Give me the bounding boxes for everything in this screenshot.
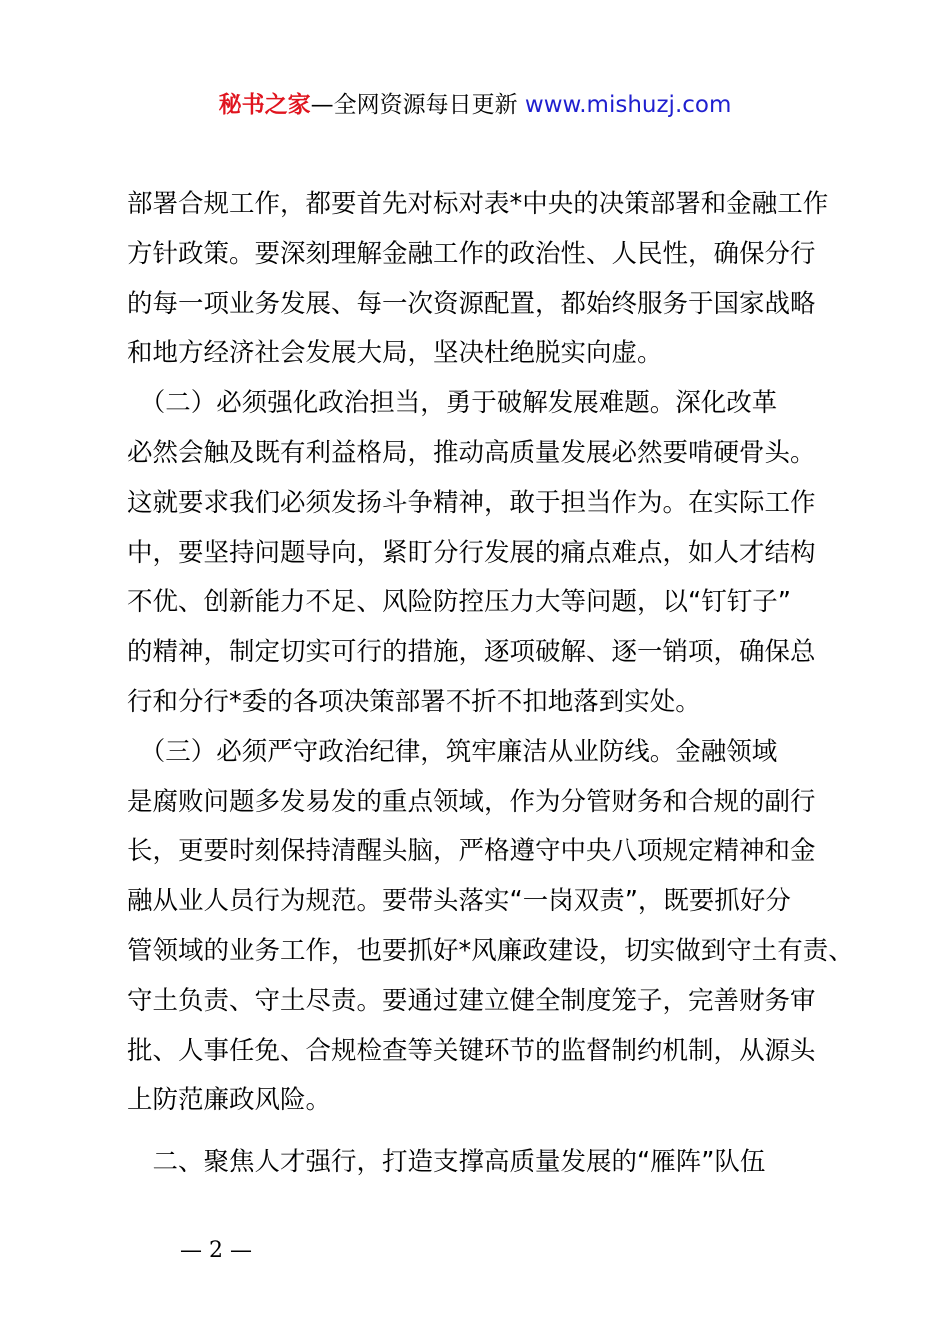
body-line: 中，要坚持问题导向，紧盯分行发展的痛点难点，如人才结构 <box>127 537 816 568</box>
body-line: 上防范廉政风险。 <box>127 1085 332 1116</box>
body-line: 部署合规工作，都要首先对标对表*中央的决策部署和金融工作 <box>127 189 829 219</box>
document-body <box>127 180 854 1188</box>
body-line: 守土负责、守土尽责。要通过建立健全制度笼子，完善财务审 <box>127 985 816 1016</box>
site-tagline: —全网资源每日更新 <box>310 92 518 118</box>
body-line: 行和分行*委的各项决策部署不折不扣地落到实处。 <box>127 686 701 717</box>
body-line: 不优、创新能力不足、风险防控压力大等问题，以“钉钉子” <box>127 587 791 618</box>
body-line: 管领域的业务工作，也要抓好*风廉政建设，切实做到守土有责、 <box>127 935 854 966</box>
body-line: （二）必须强化政治担当，勇于破解发展难题。深化改革 <box>127 388 778 419</box>
body-line: 必然会触及既有利益格局，推动高质量发展必然要啃硬骨头。 <box>127 437 816 468</box>
body-line: 方针政策。要深刻理解金融工作的政治性、人民性，确保分行 <box>127 238 816 269</box>
body-line: 长，更要时刻保持清醒头脑，严格遵守中央八项规定精神和金 <box>127 836 816 867</box>
page-number: — 2 — <box>180 1238 252 1263</box>
section-heading: 二、聚焦人才强行，打造支撑高质量发展的“雁阵”队伍 <box>127 1147 766 1178</box>
body-line: 是腐败问题多发易发的重点领域，作为分管财务和合规的副行 <box>127 786 816 817</box>
site-header <box>0 88 950 122</box>
body-line: 的每一项业务发展、每一次资源配置，都始终服务于国家战略 <box>127 288 816 319</box>
body-line: 和地方经济社会发展大局，坚决杜绝脱实向虚。 <box>127 338 663 369</box>
site-brand: 秘书之家 <box>218 92 311 118</box>
body-line: 这就要求我们必须发扬斗争精神，敢于担当作为。在实际工作 <box>127 487 816 518</box>
body-line: 批、人事任免、合规检查等关键环节的监督制约机制，从源头 <box>127 1035 816 1066</box>
body-line: 融从业人员行为规范。要带头落实“一岗双责”，既要抓好分 <box>127 886 791 917</box>
body-line: 的精神，制定切实可行的措施，逐项破解、逐一销项，确保总 <box>127 637 816 668</box>
body-line: （三）必须严守政治纪律，筑牢廉洁从业防线。金融领域 <box>127 736 778 767</box>
site-url-link[interactable]: www.mishuzj.com <box>524 92 732 118</box>
